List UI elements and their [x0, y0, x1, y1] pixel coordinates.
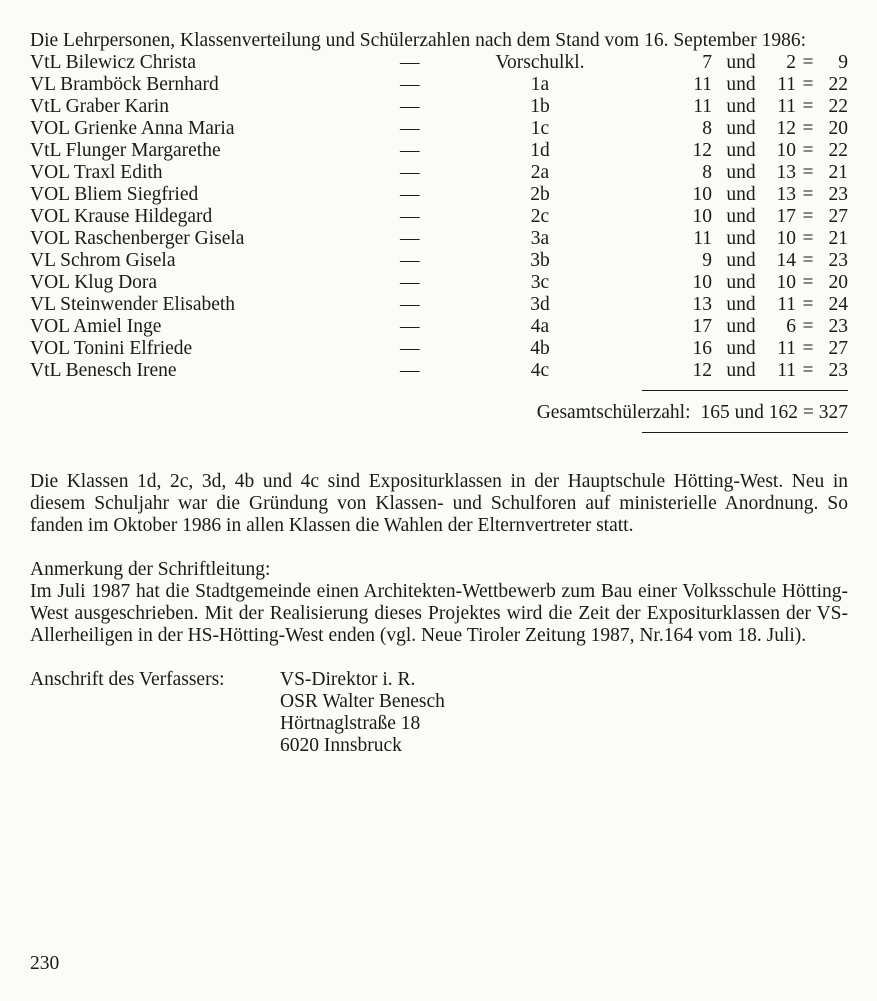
count-group-b: 2 [786, 52, 796, 73]
staff-row [30, 74, 848, 96]
dash-separator: — [400, 206, 420, 227]
address-line: Hörtnaglstraße 18 [280, 713, 421, 734]
count-total: 21 [828, 228, 848, 249]
count-total: 24 [828, 294, 848, 315]
staff-table-body [30, 52, 848, 382]
student-counts [600, 338, 848, 360]
count-group-a: 11 [693, 228, 712, 249]
equals-sign: = [802, 338, 814, 359]
teacher-name: VOL Tonini Elfriede [30, 338, 193, 359]
count-total: 22 [828, 74, 848, 95]
count-total: 20 [828, 272, 848, 293]
und-word: und [726, 338, 756, 359]
count-total: 27 [828, 206, 848, 227]
sum-rule-top [642, 390, 848, 391]
address-lines [280, 669, 445, 757]
count-group-a: 10 [692, 206, 712, 227]
count-group-b: 10 [776, 272, 796, 293]
student-counts [600, 316, 848, 338]
class-name: 4c [530, 360, 550, 381]
equals-sign: = [802, 250, 814, 271]
und-word: und [726, 118, 756, 139]
count-group-a: 8 [702, 162, 712, 183]
total-row [30, 402, 848, 424]
intro-text: Die Lehrpersonen, Klassenverteilung und Schülerzahlen nach dem Stand vom 16. September 1986: [30, 30, 807, 51]
teacher-name: VOL Traxl Edith [30, 162, 163, 183]
address-line: OSR Walter Benesch [280, 691, 445, 712]
count-total: 21 [828, 162, 848, 183]
staff-table [30, 52, 848, 382]
und-word: und [726, 360, 756, 381]
student-counts [600, 74, 848, 96]
count-group-b: 14 [776, 250, 796, 271]
equals-sign: = [802, 52, 814, 73]
count-group-a: 9 [702, 250, 712, 271]
count-group-b: 11 [777, 338, 796, 359]
equals-sign: = [802, 272, 814, 293]
teacher-name: VOL Klug Dora [30, 272, 158, 293]
und-word: und [726, 74, 756, 95]
class-name: Vorschulkl. [495, 52, 585, 73]
teacher-name: VtL Flunger Margarethe [30, 140, 221, 161]
count-group-b: 17 [776, 206, 796, 227]
dash-separator: — [400, 74, 420, 95]
class-name: 2c [530, 206, 550, 227]
student-counts [600, 184, 848, 206]
count-group-a: 13 [692, 294, 712, 315]
count-group-b: 11 [777, 74, 796, 95]
student-counts [600, 206, 848, 228]
dash-separator: — [400, 162, 420, 183]
equals-sign: = [802, 140, 814, 161]
class-name: 1d [530, 140, 550, 161]
equals-sign: = [802, 316, 814, 337]
staff-row [30, 184, 848, 206]
teacher-name: VOL Amiel Inge [30, 316, 162, 337]
dash-separator: — [400, 118, 420, 139]
student-counts [600, 118, 848, 140]
equals-sign: = [802, 162, 814, 183]
student-counts [600, 96, 848, 118]
teacher-name: VtL Benesch Irene [30, 360, 177, 381]
class-name: 4b [530, 338, 550, 359]
und-word: und [726, 228, 756, 249]
equals-sign: = [802, 184, 814, 205]
staff-row [30, 140, 848, 162]
count-group-b: 12 [776, 118, 796, 139]
count-total: 20 [828, 118, 848, 139]
count-group-a: 10 [692, 272, 712, 293]
class-name: 3b [530, 250, 550, 271]
equals-sign: = [802, 294, 814, 315]
count-group-a: 12 [692, 360, 712, 381]
dash-separator: — [400, 228, 420, 249]
staff-row [30, 294, 848, 316]
count-group-b: 10 [776, 228, 796, 249]
count-group-a: 11 [693, 96, 712, 117]
und-word: und [726, 316, 756, 337]
note-text: Im Juli 1987 hat die Stadtgemeinde einen Architekten-Wettbewerb zum Bau einer Volksschule Hötting-West ausgeschrieben. Mit der Realisierung dieses Projektes wird die Zeit der Expositurklassen der VS-Allerheiligen in der HS-Hötting-West enden (vgl. Neue Tiroler Zeitung 1987, Nr.164 vom 18. Juli). [30, 581, 848, 646]
count-group-b: 13 [776, 162, 796, 183]
count-group-a: 12 [692, 140, 712, 161]
staff-row [30, 228, 848, 250]
count-total: 22 [828, 96, 848, 117]
class-name: 1b [530, 96, 550, 117]
class-name: 4a [530, 316, 550, 337]
staff-row [30, 206, 848, 228]
und-word: und [726, 140, 756, 161]
count-total: 23 [828, 250, 848, 271]
count-group-b: 11 [777, 96, 796, 117]
und-word: und [726, 250, 756, 271]
class-name: 1a [530, 74, 550, 95]
staff-row [30, 316, 848, 338]
dash-separator: — [400, 96, 420, 117]
teacher-name: VOL Grienke Anna Maria [30, 118, 235, 139]
address-line: VS-Direktor i. R. [280, 669, 416, 690]
count-group-b: 10 [776, 140, 796, 161]
staff-row [30, 250, 848, 272]
class-name: 3d [530, 294, 550, 315]
class-name: 2b [530, 184, 550, 205]
count-total: 23 [828, 316, 848, 337]
dash-separator: — [400, 294, 420, 315]
dash-separator: — [400, 316, 420, 337]
und-word: und [726, 184, 756, 205]
student-counts [600, 272, 848, 294]
count-total: 9 [838, 52, 848, 73]
und-word: und [726, 96, 756, 117]
teacher-name: VOL Raschenberger Gisela [30, 228, 245, 249]
und-word: und [726, 294, 756, 315]
note-heading: Anmerkung der Schriftleitung: [30, 559, 271, 580]
count-group-a: 16 [692, 338, 712, 359]
staff-row [30, 118, 848, 140]
dash-separator: — [400, 250, 420, 271]
count-group-b: 11 [777, 360, 796, 381]
und-word: und [726, 162, 756, 183]
equals-sign: = [802, 74, 814, 95]
total-value: 165 und 162 = 327 [700, 402, 848, 423]
count-group-b: 13 [776, 184, 796, 205]
equals-sign: = [802, 96, 814, 117]
teacher-name: VL Bramböck Bernhard [30, 74, 219, 95]
count-total: 23 [828, 360, 848, 381]
count-group-a: 7 [702, 52, 712, 73]
staff-row [30, 96, 848, 118]
staff-row [30, 338, 848, 360]
count-total: 22 [828, 140, 848, 161]
student-counts [600, 140, 848, 162]
staff-row [30, 360, 848, 382]
dash-separator: — [400, 272, 420, 293]
teacher-name: VL Schrom Gisela [30, 250, 176, 271]
teacher-name: VL Steinwender Elisabeth [30, 294, 236, 315]
address-label: Anschrift des Verfassers: [30, 669, 225, 690]
dash-separator: — [400, 360, 420, 381]
dash-separator: — [400, 52, 420, 73]
count-group-a: 11 [693, 74, 712, 95]
teacher-name: VtL Bilewicz Christa [30, 52, 197, 73]
student-counts [600, 250, 848, 272]
count-group-a: 10 [692, 184, 712, 205]
teacher-name: VOL Bliem Siegfried [30, 184, 199, 205]
und-word: und [726, 206, 756, 227]
dash-separator: — [400, 184, 420, 205]
student-counts [600, 52, 848, 74]
address-line: 6020 Innsbruck [280, 735, 402, 756]
staff-row [30, 52, 848, 74]
total-label: Gesamtschülerzahl: [536, 402, 691, 423]
document-page [30, 30, 848, 757]
student-counts [600, 228, 848, 250]
count-group-a: 17 [692, 316, 712, 337]
staff-row [30, 272, 848, 294]
page-number: 230 [30, 953, 60, 974]
count-total: 23 [828, 184, 848, 205]
und-word: und [726, 52, 756, 73]
teacher-name: VtL Graber Karin [30, 96, 169, 117]
class-name: 3a [530, 228, 550, 249]
class-name: 1c [530, 118, 550, 139]
equals-sign: = [802, 118, 814, 139]
dash-separator: — [400, 338, 420, 359]
dash-separator: — [400, 140, 420, 161]
class-name: 2a [530, 162, 550, 183]
count-group-b: 6 [786, 316, 796, 337]
student-counts [600, 360, 848, 382]
equals-sign: = [802, 206, 814, 227]
und-word: und [726, 272, 756, 293]
count-total: 27 [828, 338, 848, 359]
teacher-name: VOL Krause Hildegard [30, 206, 213, 227]
student-counts [600, 294, 848, 316]
class-name: 3c [530, 272, 550, 293]
equals-sign: = [802, 228, 814, 249]
count-group-a: 8 [702, 118, 712, 139]
paragraph-expositur: Die Klassen 1d, 2c, 3d, 4b und 4c sind Expositurklassen in der Hauptschule Hötting-West. Neu in diesem Schuljahr war die Gründung von Klassen- und Schulforen auf ministerielle Anordnung. So fanden im Oktober 1986 in allen Klassen die Wahlen der Elternvertreter statt. [30, 471, 848, 536]
student-counts [600, 162, 848, 184]
count-group-b: 11 [777, 294, 796, 315]
staff-row [30, 162, 848, 184]
equals-sign: = [802, 360, 814, 381]
author-address [30, 669, 848, 757]
